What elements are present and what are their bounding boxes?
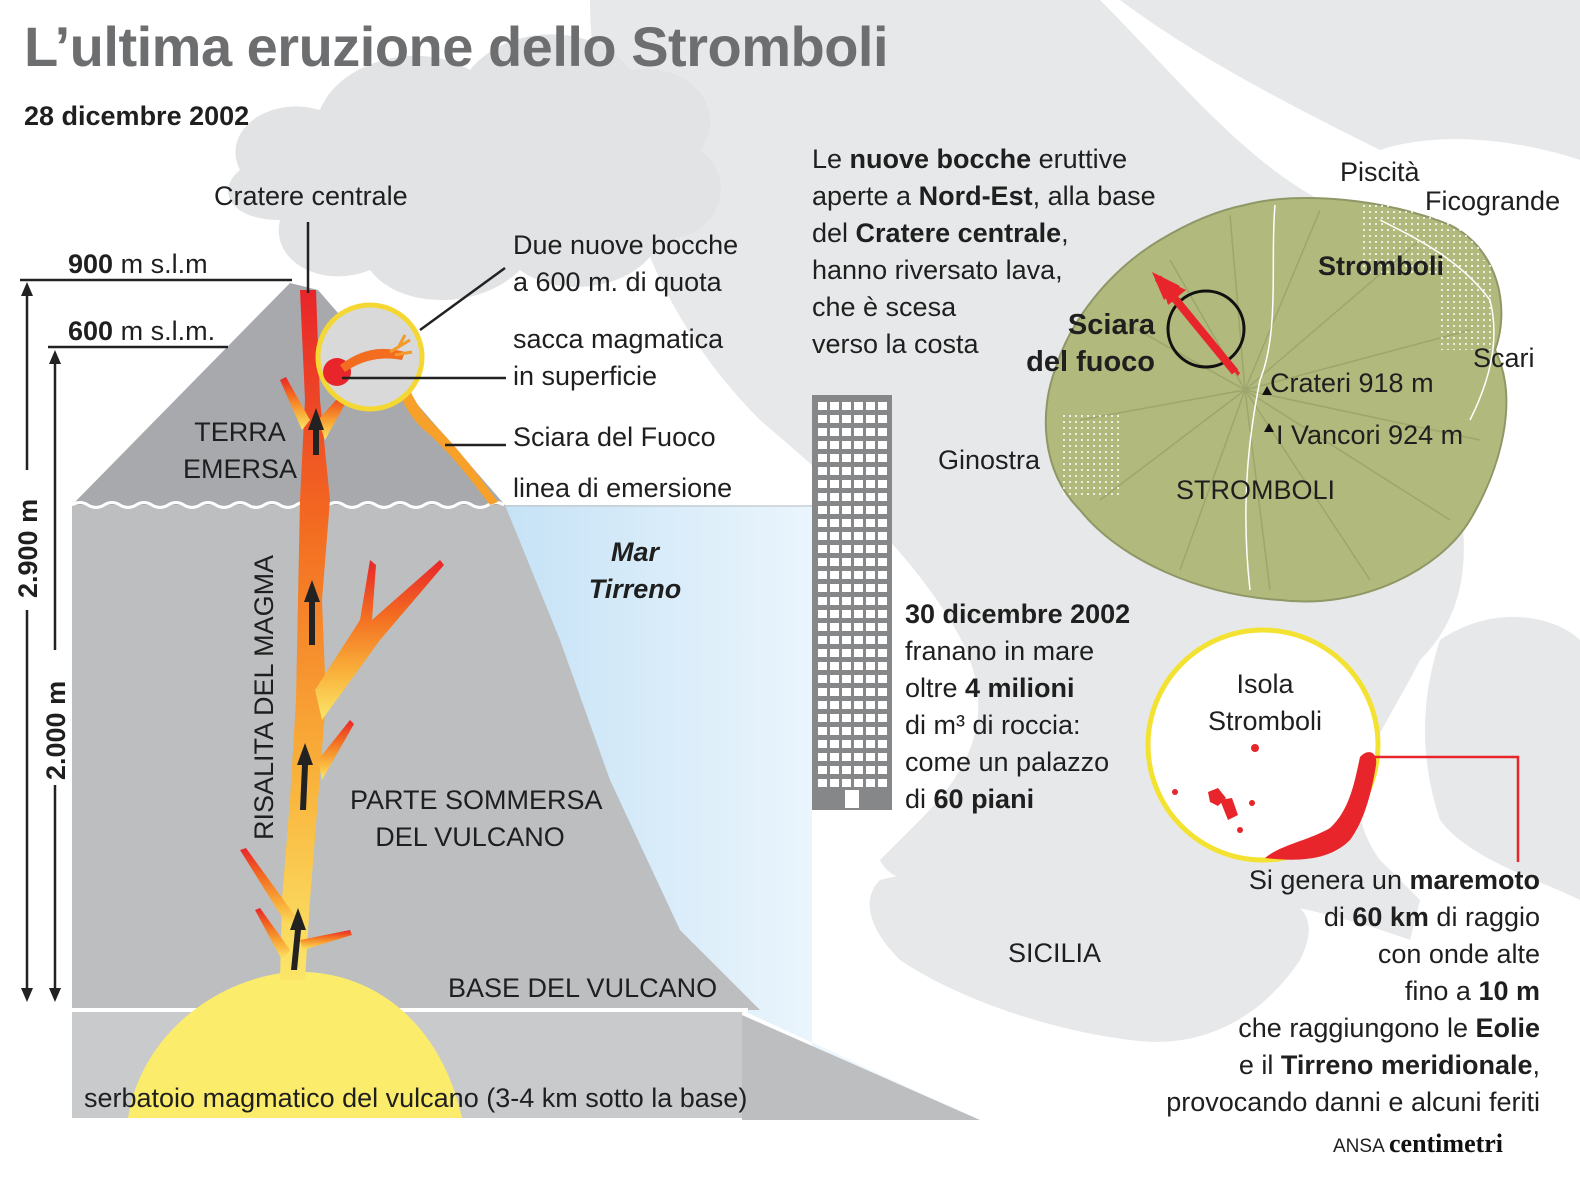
building-window [830, 727, 839, 735]
building-window [854, 584, 863, 592]
building-window [854, 636, 863, 644]
building-window [854, 519, 863, 527]
building-window [878, 519, 887, 527]
building-window [830, 441, 839, 449]
label-altitude-600: 600 m s.l.m. [68, 316, 216, 346]
page-title: L’ultima eruzione dello Stromboli [24, 15, 889, 78]
building-window [842, 480, 851, 488]
building-window [830, 662, 839, 670]
label-submerged-part: PARTE SOMMERSA DEL VULCANO [350, 785, 603, 852]
building-window [866, 558, 875, 566]
building-window [866, 740, 875, 748]
building-window [854, 623, 863, 631]
building-window [854, 506, 863, 514]
building-window [854, 714, 863, 722]
building-window [878, 441, 887, 449]
building-window [842, 740, 851, 748]
map-label-scari: Scari [1473, 343, 1535, 373]
building-window [878, 558, 887, 566]
building-window [818, 649, 827, 657]
building-window [854, 545, 863, 553]
building-window [830, 623, 839, 631]
building-window [830, 766, 839, 774]
building-window [842, 636, 851, 644]
building-window [854, 532, 863, 540]
building-window [842, 493, 851, 501]
building-window [818, 441, 827, 449]
building-window [854, 675, 863, 683]
building-window [842, 714, 851, 722]
building-window [878, 688, 887, 696]
building-window [878, 753, 887, 761]
building-window [866, 701, 875, 709]
building-window [878, 402, 887, 410]
map-label-stromboli-town: Stromboli [1318, 251, 1444, 281]
building-window [866, 753, 875, 761]
building-window [842, 467, 851, 475]
building-window [842, 402, 851, 410]
map-label-vancori: I Vancori 924 m [1276, 420, 1464, 450]
inset-label-isola-stromboli: Isola Stromboli [1207, 669, 1323, 736]
building-window [878, 610, 887, 618]
building-window [818, 701, 827, 709]
building-window [830, 779, 839, 787]
label-magma-pocket: sacca magmatica in superficie [513, 324, 724, 391]
building-window [818, 584, 827, 592]
building-window [854, 740, 863, 748]
building-window [818, 597, 827, 605]
building-window [818, 493, 827, 501]
building-window [866, 571, 875, 579]
building-window [818, 610, 827, 618]
building-window [866, 480, 875, 488]
building-window [818, 675, 827, 683]
label-height-2000: 2.000 m [41, 680, 71, 780]
building-window [866, 662, 875, 670]
building-window [878, 649, 887, 657]
map-label-sicilia: SICILIA [1008, 938, 1102, 968]
building-window [842, 428, 851, 436]
building-window [818, 519, 827, 527]
building-window [842, 519, 851, 527]
building-window [842, 597, 851, 605]
building-window [854, 441, 863, 449]
building-window [818, 402, 827, 410]
building-window [818, 467, 827, 475]
building-window [878, 467, 887, 475]
building-window [842, 558, 851, 566]
building-window [830, 649, 839, 657]
building-window [842, 662, 851, 670]
building-window [818, 532, 827, 540]
building-window [842, 584, 851, 592]
building-window [878, 480, 887, 488]
building-window [878, 727, 887, 735]
building-window [854, 493, 863, 501]
building-window [842, 675, 851, 683]
label-sciara-del-fuoco: Sciara del Fuoco [513, 422, 716, 452]
building-window [842, 623, 851, 631]
building-window [830, 597, 839, 605]
paragraph-tsunami: Si genera un maremoto di 60 km di raggio con onde alte fino a 10 m che raggiungono le Eolie e il Tirreno meridionale, provocando danni e alcuni feriti [1166, 865, 1540, 1117]
building-window [854, 649, 863, 657]
label-magma-rise: RISALITA DEL MAGMA [249, 554, 279, 840]
building-window [830, 753, 839, 761]
building-window [878, 493, 887, 501]
building-window [830, 558, 839, 566]
building-window [878, 623, 887, 631]
building-window [866, 493, 875, 501]
label-height-2900: 2.900 m [13, 498, 43, 598]
building-window [878, 779, 887, 787]
building-window [818, 454, 827, 462]
building-window [878, 571, 887, 579]
dimension-arrows [21, 282, 61, 1002]
building-window [830, 740, 839, 748]
building-window [866, 506, 875, 514]
building-window [818, 428, 827, 436]
building-window [842, 701, 851, 709]
building-window [866, 623, 875, 631]
label-volcano-base: BASE DEL VULCANO [448, 973, 718, 1003]
building-window [818, 766, 827, 774]
building-window [830, 402, 839, 410]
building-window [818, 623, 827, 631]
building-window [878, 662, 887, 670]
building-window [830, 571, 839, 579]
building-window [878, 584, 887, 592]
building-window [830, 519, 839, 527]
building-window [818, 753, 827, 761]
building-window [818, 688, 827, 696]
building-window [818, 662, 827, 670]
building-window [854, 558, 863, 566]
building-window [866, 584, 875, 592]
building-window [878, 714, 887, 722]
map-label-ginostra: Ginostra [938, 445, 1041, 475]
map-label-stromboli-island: STROMBOLI [1176, 475, 1336, 505]
paragraph-landslide: 30 dicembre 2002 franano in mare oltre 4 milioni di m³ di roccia: come un palazzo di 60 piani [905, 599, 1131, 814]
building-window [854, 467, 863, 475]
building-window [818, 545, 827, 553]
building-window [866, 428, 875, 436]
building-window [866, 675, 875, 683]
building-window [854, 480, 863, 488]
building-window [830, 532, 839, 540]
building-window [866, 597, 875, 605]
building-window [830, 701, 839, 709]
building-window [830, 415, 839, 423]
building-window [854, 428, 863, 436]
building-window [878, 506, 887, 514]
building-window [842, 415, 851, 423]
building-window [866, 519, 875, 527]
building-window [878, 415, 887, 423]
building-window [878, 740, 887, 748]
building-window [842, 532, 851, 540]
building-icon [812, 395, 892, 810]
event-date: 28 dicembre 2002 [24, 101, 250, 131]
building-window [866, 610, 875, 618]
label-altitude-900: 900 m s.l.m [68, 249, 208, 279]
building-window [830, 545, 839, 553]
building-window [830, 714, 839, 722]
building-window [878, 545, 887, 553]
building-window [854, 779, 863, 787]
building-window [842, 610, 851, 618]
building-window [866, 636, 875, 644]
building-window [830, 467, 839, 475]
building-window [842, 649, 851, 657]
building-window [842, 688, 851, 696]
building-window [818, 415, 827, 423]
building-window [866, 532, 875, 540]
building-window [854, 701, 863, 709]
building-window [818, 779, 827, 787]
building-window [818, 740, 827, 748]
building-window [842, 454, 851, 462]
building-window [830, 610, 839, 618]
label-emersion-line: linea di emersione [513, 473, 733, 503]
building-window [830, 675, 839, 683]
magnifier-circle [318, 305, 422, 409]
building-window [878, 428, 887, 436]
building-window [842, 545, 851, 553]
building-window [866, 779, 875, 787]
building-window [866, 545, 875, 553]
building-window [866, 714, 875, 722]
map-label-sciara-del-fuoco: Sciara del fuoco [1026, 309, 1155, 378]
building-window [866, 402, 875, 410]
building-window [818, 558, 827, 566]
building-window [854, 454, 863, 462]
building-window [866, 688, 875, 696]
paragraph-new-vents: Le nuove bocche eruttive aperte a Nord-Est, alla base del Cratere centrale, hanno riversato lava, che è scesa verso la costa [812, 144, 1156, 359]
building-window [878, 701, 887, 709]
building-window [854, 415, 863, 423]
building-window [854, 610, 863, 618]
building-window [854, 402, 863, 410]
building-window [866, 766, 875, 774]
label-central-crater: Cratere centrale [214, 181, 408, 211]
building-window [878, 454, 887, 462]
building-window [878, 675, 887, 683]
map-label-crateri: Crateri 918 m [1270, 368, 1434, 398]
label-magma-reservoir: serbatoio magmatico del vulcano (3-4 km sotto la base) [84, 1083, 748, 1113]
building-window [878, 597, 887, 605]
building-window [866, 467, 875, 475]
credit-ansa: ANSA centimetri [1333, 1129, 1504, 1158]
building-window [830, 493, 839, 501]
building-window [830, 428, 839, 436]
building-window [866, 727, 875, 735]
building-window [854, 571, 863, 579]
building-window [854, 597, 863, 605]
building-window [818, 480, 827, 488]
building-window [830, 688, 839, 696]
building-window [842, 766, 851, 774]
building-window [830, 506, 839, 514]
building-window [818, 714, 827, 722]
building-window [830, 454, 839, 462]
building-window [818, 727, 827, 735]
building-window [854, 727, 863, 735]
building-window [842, 506, 851, 514]
building-window [842, 753, 851, 761]
label-tyrrhenian-sea: Mar Tirreno [588, 537, 682, 604]
building-window [830, 480, 839, 488]
label-emerged-land: TERRA EMERSA [182, 417, 298, 484]
building-window [842, 571, 851, 579]
centimetri-logo: centimetri [1388, 1129, 1504, 1158]
building-window [866, 649, 875, 657]
building-window [818, 506, 827, 514]
building-window [854, 662, 863, 670]
building-window [878, 636, 887, 644]
map-label-ficogrande: Ficogrande [1425, 186, 1561, 216]
building-window [818, 636, 827, 644]
building-window [854, 766, 863, 774]
building-window [878, 766, 887, 774]
building-window [842, 441, 851, 449]
building-window [842, 727, 851, 735]
building-window [818, 571, 827, 579]
building-window [866, 454, 875, 462]
building-window [830, 584, 839, 592]
building-window [866, 441, 875, 449]
building-window [842, 779, 851, 787]
building-window [878, 532, 887, 540]
building-window [854, 753, 863, 761]
map-label-piscita: Piscità [1340, 157, 1420, 187]
building-window [866, 415, 875, 423]
building-window [854, 688, 863, 696]
building-window [830, 636, 839, 644]
label-new-vents: Due nuove bocche a 600 m. di quota [513, 230, 739, 297]
